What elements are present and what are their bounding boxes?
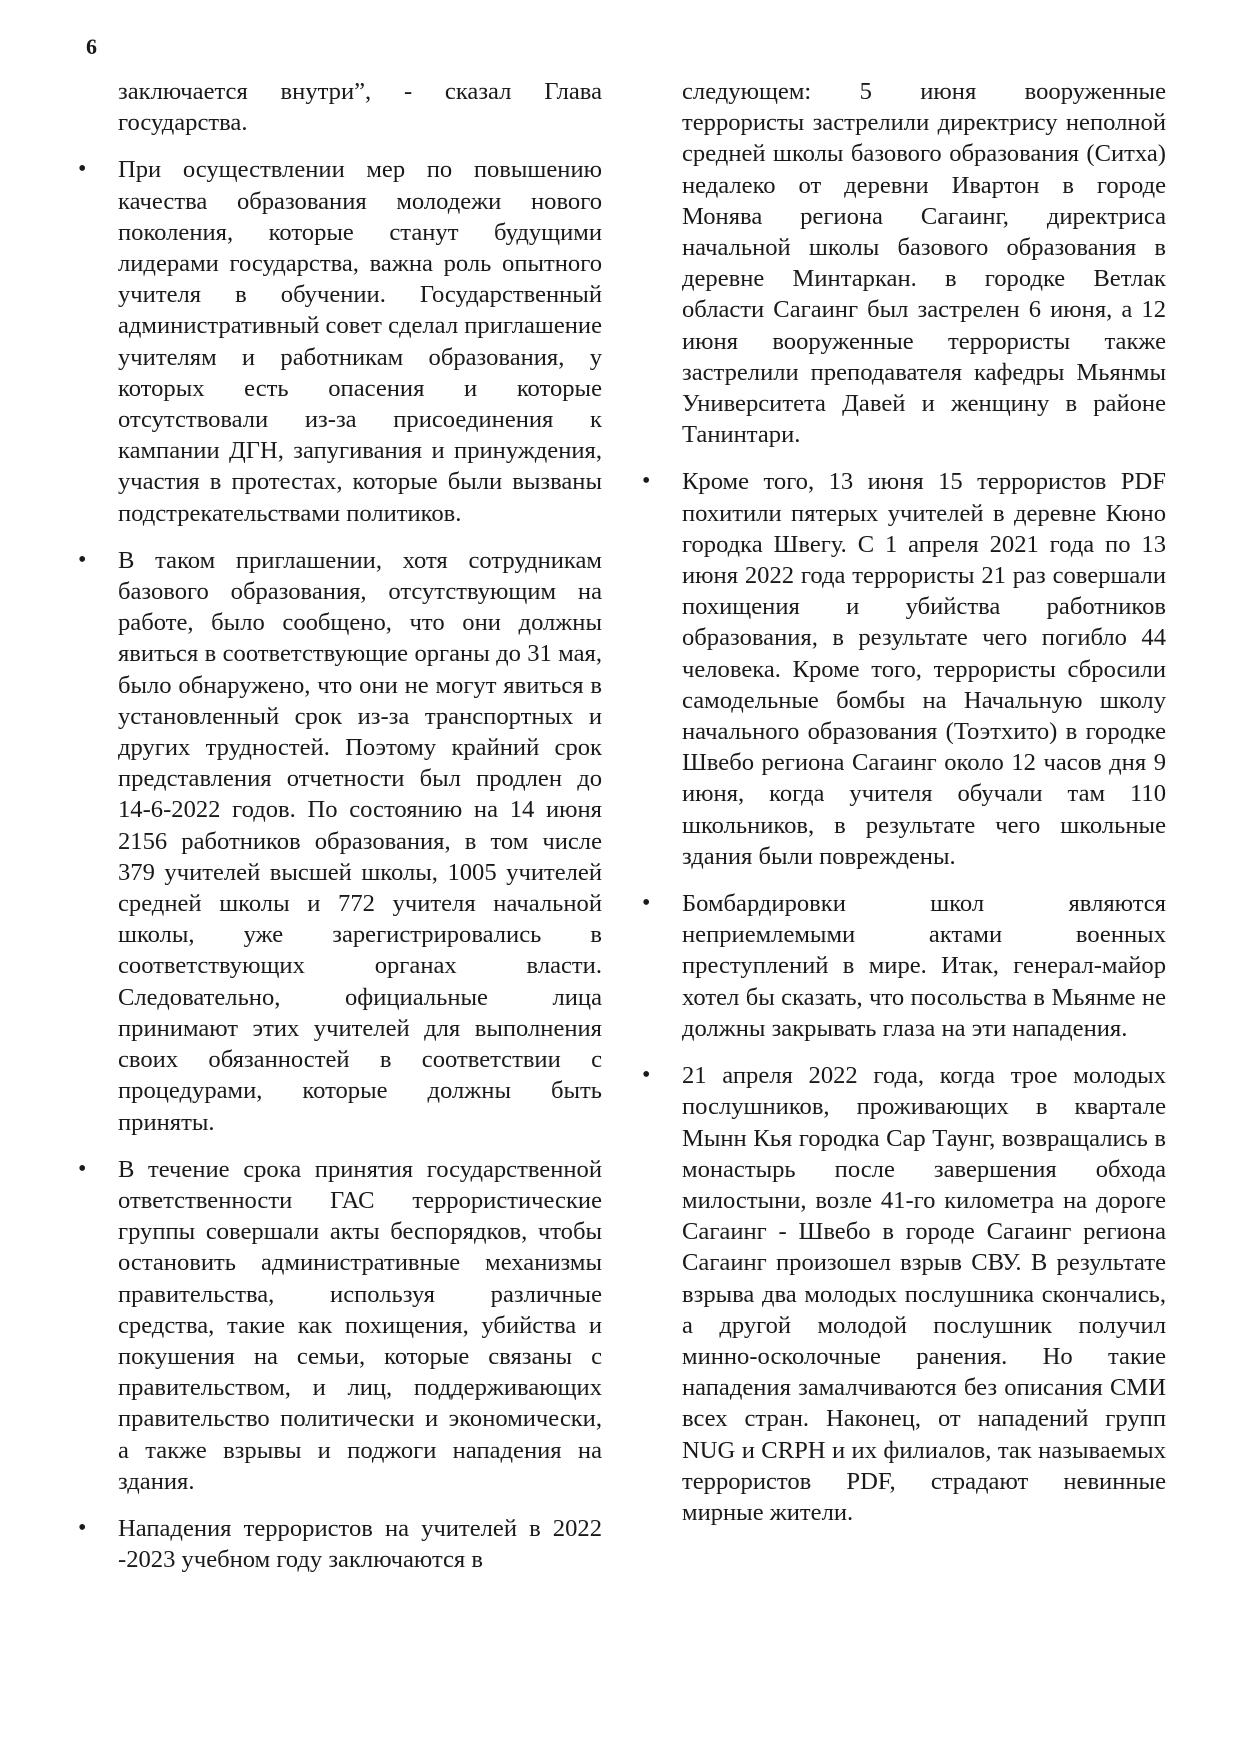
page-number: 6 [86,34,97,59]
bullet-paragraph: • Нападения террористов на учителей в 2022 -2023 учебном году заключаются в [118,1513,602,1575]
bullet-paragraph: • Бомбардировки школ являются неприемлемыми актами военных преступлений в мире. Итак, генерал-майор хотел бы сказать, что посольства в Мьянме не должны закрывать глаза на эти нападения. [682,888,1166,1044]
paragraph-continuation: следующем: 5 июня вооруженные террористы застрелили директрису неполной средней школы базового образования (Ситха) недалеко от деревни Ивартон в городе Монява региона Сагаинг, директриса начальной школы базового образования в деревне Минтаркан. в городке Ветлак области Сагаинг был застрелен 6 июня, а 12 июня вооруженные террористы также застрелили преподавателя кафедры Мьянмы Университета Давей и женщину в районе Танинтари. [682,78,1166,449]
paragraph-continuation: заключается внутри”, - сказал Глава государства. [118,78,602,137]
left-column [118,76,602,1591]
bullet-paragraph: • В течение срока принятия государственной ответственности ГАС террористические группы совершали акты беспорядков, чтобы остановить административные механизмы правительства, используя различные средства, такие как похищения, убийства и покушения на семьи, которые связаны с правительством, и лиц, поддерживающих правительство политически и экономически, а также взрывы и поджоги нападения на здания. [118,1154,602,1497]
right-column [682,76,1166,1544]
bullet-paragraph: • При осуществлении мер по повышению качества образования молодежи нового поколения, которые станут будущими лидерами государства, важна роль опытного учителя в обучении. Государственный административный совет сделал приглашение учителям и работникам образования, у которых есть опасения и которые отсутствовали из-за присоединения к кампании ДГН, запугивания и принуждения, участия в протестах, которые были вызваны подстрекательствами политиков. [118,154,602,528]
bullet-paragraph: • В таком приглашении, хотя сотрудникам базового образования, отсутствующим на работе, было сообщено, что они должны явиться в соответствующие органы до 31 мая, было обнаружено, что они не могут явиться в установленный срок из-за транспортных и других трудностей. Поэтому крайний срок представления отчетности был продлен до 14-6-2022 годов. По состоянию на 14 июня 2156 работников образования, в том числе 379 учителей высшей школы, 1005 учителей средней школы и 772 учителя начальной школы, уже зарегистрировались в соответствующих органах власти. Следовательно, официальные лица принимают этих учителей для выполнения своих обязанностей в соответствии с процедурами, которые должны быть приняты. [118,545,602,1138]
bullet-paragraph: • 21 апреля 2022 года, когда трое молодых послушников, проживающих в квартале Мынн Кья городка Сар Таунг, возвращались в монастырь после завершения обхода милостыни, возле 41-го километра на дороге Сагаинг - Швебо в городе Сагаинг региона Сагаинг произошел взрыв СВУ. В результате взрыва два молодых послушника скончались, а другой молодой послушник получил минно-осколочные ранения. Но такие нападения замалчиваются без описания СМИ всех стран. Наконец, от нападений групп NUG и CRPH и их филиалов, так называемых террористов PDF, страдают невинные мирные жители. [682,1060,1166,1528]
bullet-paragraph: • Кроме того, 13 июня 15 террористов PDF похитили пятерых учителей в деревне Кюно городка Швегу. С 1 апреля 2021 года по 13 июня 2022 года террористы 21 раз совершали похищения и убийства работников образования, в результате чего погибло 44 человека. Кроме того, террористы сбросили самодельные бомбы на Начальную школу начального образования (Тоэтхито) в городке Швебо региона Сагаинг около 12 часов дня 9 июня, когда учителя обучали там 110 школьников, в результате чего школьные здания были повреждены. [682,466,1166,872]
